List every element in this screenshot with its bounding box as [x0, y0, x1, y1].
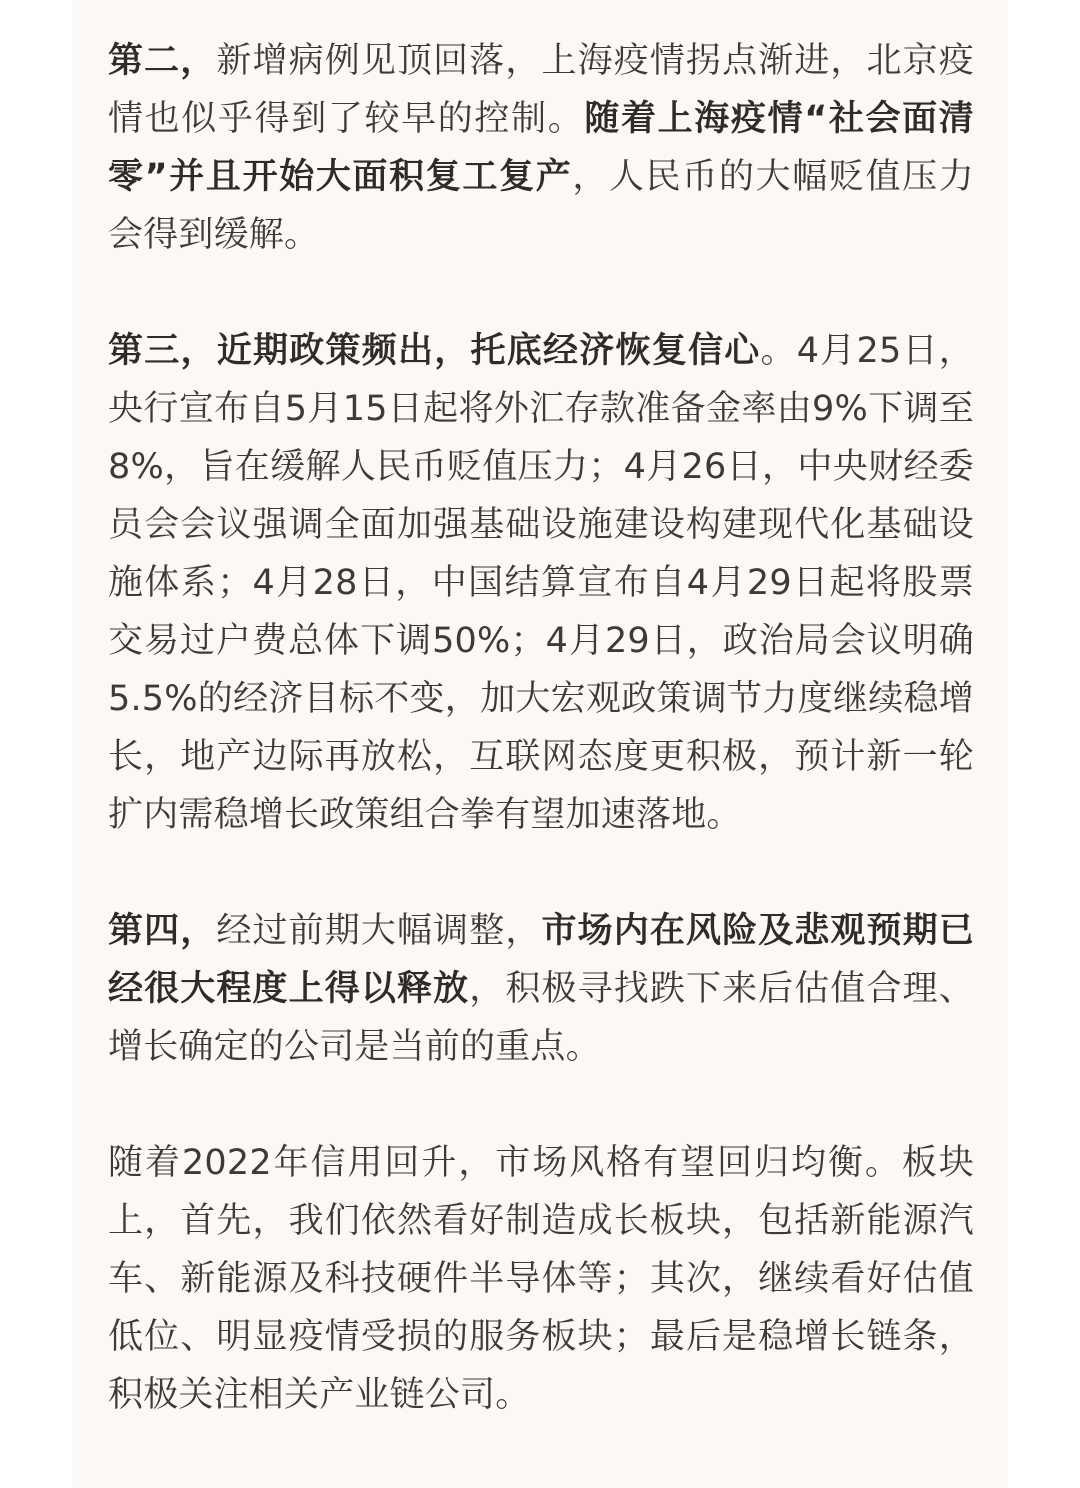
bold-text: 第四，	[108, 911, 217, 951]
body-text: ，积极寻找跌下来后估值合理、增长确定的公司是当前的重点。	[108, 969, 974, 1067]
body-text: ，人民币的大幅贬值压力会得到缓解。	[108, 157, 975, 255]
article-page	[72, 0, 1008, 1488]
body-text: 。4月25日，央行宣布自5月15日起将外汇存款准备金率由9%下调至8%，旨在缓解人民币贬值压力；4月26日，中央财经委员会会议强调全面加强基础设施建设构建现代化基础设施体系；4月28日，中国结算宣布自4月29日起将股票交易过户费总体下调50%；4月29日，政治局会议明确5.5%的经济目标不变，加大宏观政策调节力度继续稳增长，地产边际再放松，互联网态度更积极，预计新一轮扩内需稳增长政策组合拳有望加速落地。	[108, 331, 974, 835]
body-text: 新增病例见顶回落，上海疫情拐点渐进，北京疫情也似乎得到了较早的控制。	[108, 41, 975, 139]
article-body	[108, 32, 974, 1424]
bold-text: 随着上海疫情“社会面清零”并且开始大面积复工复产	[108, 99, 974, 197]
paragraph-third	[108, 322, 974, 844]
body-text: 随着2022年信用回升，市场风格有望回归均衡。板块上，首先，我们依然看好制造成长板块，包括新能源汽车、新能源及科技硬件半导体等；其次，继续看好估值低位、明显疫情受损的服务板块；最后是稳增长链条，积极关注相关产业链公司。	[108, 1143, 974, 1415]
bold-text: 第三，近期政策频出，托底经济恢复信心	[108, 331, 761, 371]
bold-text: 市场内在风险及悲观预期已经很大程度上得以释放	[108, 911, 974, 1009]
paragraph-second	[108, 32, 974, 264]
paragraph-outlook	[108, 1134, 974, 1424]
paragraph-fourth	[108, 902, 974, 1076]
body-text: 经过前期大幅调整，	[216, 911, 542, 951]
bold-text: 第二，	[108, 41, 217, 81]
